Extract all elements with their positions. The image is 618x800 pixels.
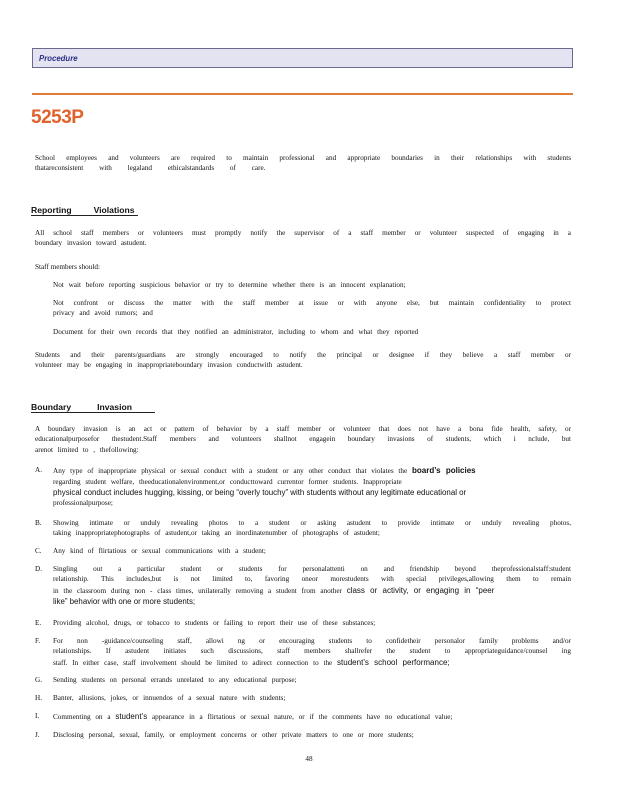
page-number: 48 [305,755,313,763]
bullet-text: Not confront or discuss the matter with the staff member at issue or with anyone else, but maintain confidentiality to protect [53,299,571,307]
paragraph-line: Students and their parents/guardians are strongly encouraged to notify the principal or designee if they believe a staff member or [35,351,571,359]
paragraph-line: educationalpurposefor thestudent.Staff members and volunteers shallnot engagein boundary invasions of students, which i nclude, but [35,435,571,444]
list-item [35,636,571,668]
paragraph-line: A boundary invasion is an act or pattern of behavior by a staff member or volunteer that does not have a bona fide health, safety, or [35,425,571,433]
bullet-text: Document for their own records that they notified an administrator, including to whom and what they reported [53,328,419,336]
item-text: relationship. This includes,but is not limited to, favoring oneor morestudents with special privileges,allowing them to remain [53,575,571,584]
item-text-emphasis: student’s school performance; [337,657,450,667]
heading-word: Invasion [97,402,132,412]
item-letter: G. [35,676,42,684]
bullet-text: Not wait before reporting suspicious behavior or try to determine whether there is an innocent explanation; [53,281,406,289]
reporting-paragraph [35,228,571,249]
item-text: regarding student welfare, theeducationalenvironment,or conducttoward currentor former students. Inappropriate [53,477,402,486]
item-text-emphasis: class or activity, or engaging in “peer [346,585,495,595]
list-item [35,518,571,539]
item-text: professionalpurpose; [53,499,113,508]
heading-underline [31,412,155,413]
bullet-item [35,280,571,290]
paragraph-line: All school staff members or volunteers must promptly notify the supervisor of a staff member or volunteer suspected of engaging in a [35,229,571,237]
item-letter: E. [35,619,42,627]
list-item [35,693,571,703]
paragraph-line: volunteer may be engaging in inappropriateboundary invasion conductwith astudent. [35,361,303,370]
intro-line: School employees and volunteers are required to maintain professional and appropriate boundaries in their relationships with students [35,154,571,162]
list-item [35,465,571,509]
item-text: Any kind of flirtatious or sexual communications with a student; [53,547,266,555]
orange-divider [32,93,573,95]
paragraph-line: boundary invasion toward astudent. [35,239,147,248]
item-text: taking inappropriatephotographs of astudent,or taking an inordinatenumber of photographs of astudent; [53,529,380,538]
heading-word: Boundary [31,402,72,412]
item-text-emphasis: board’s policies [412,466,476,475]
item-letter: F. [35,637,41,645]
item-text: Disclosing personal, sexual, family, or employment concerns or other private matters to one or more students; [53,731,414,739]
item-text: relationships. If astudent initiates such discussions, staff members shallrefer the student to appropriateguidance/counsel ing [53,647,571,656]
policy-number: 5253P [31,107,84,128]
bullet-icon [35,280,53,290]
bullet-icon [35,298,53,319]
bullet-item [35,298,571,319]
paragraph-line: arenot limited to , thefollowing: [35,445,139,454]
list-item [35,730,571,740]
item-text: Showing intimate or unduly revealing photos to a student or asking astudent to provide intimate or unduly revealing photos, [53,519,571,527]
item-letter: B. [35,519,42,527]
list-item [35,711,571,723]
item-letter: I. [35,712,40,720]
item-text: Providing alcohol, drugs, or tobacco to students or failing to report their use of these substances; [53,619,376,627]
item-letter: A. [35,466,42,474]
item-text: For non -guidance/counseling staff, allowi ng or encouraging students to confidetheir personalor family problems and/or [53,637,571,645]
item-text: staff. In either case, staff involvement should be limited to adirect connection to the [53,658,333,667]
item-text: like” behavior with one or more students; [53,597,196,607]
heading-word: Reporting [31,205,72,215]
item-letter: H. [35,694,42,702]
list-item [35,675,571,685]
item-text: Any type of inappropriate physical or sexual conduct with a student or any other conduct that violates the [53,467,408,475]
item-letter: D. [35,565,42,573]
reporting-paragraph-2 [35,350,571,371]
item-text: Singling out a particular student or students for personalattenti on and friendship beyond theprofessionalstaff:student [53,565,571,573]
heading-word: Violations [93,205,135,215]
procedure-label: Procedure [39,54,78,63]
staff-should-line: Staff members should: [35,263,100,271]
list-item [35,564,571,608]
item-text-emphasis: student’s [115,712,148,721]
item-text: Commenting on a [53,713,111,721]
bullet-icon [35,327,53,337]
bullet-item [35,327,571,337]
intro-paragraph [35,153,571,174]
intro-line: thatareconsistent with legaland ethicalstandards of care. [35,164,266,173]
item-text: in the classroom during non - class times, unilaterally removing a student from another [53,586,342,595]
bullet-text: privacy and avoid rumors; and [53,309,153,318]
item-text: Banter, allusions, jokes, or innuendos of a sexual nature with students; [53,694,286,702]
heading-underline [31,215,138,216]
item-text: Sending students on personal errands unrelated to any educational purpose; [53,676,297,684]
item-letter: C. [35,547,42,555]
procedure-header-bar [32,48,573,68]
boundary-definition [35,424,571,455]
item-letter: J. [35,731,40,739]
list-item [35,546,571,556]
item-text: physical conduct includes hugging, kissing, or being “overly touchy” with students without any legitimate educational or [53,488,467,498]
item-text: appearance in a flirtatious or sexual nature, or if the comments have no educational value; [151,713,453,721]
list-item [35,618,571,628]
